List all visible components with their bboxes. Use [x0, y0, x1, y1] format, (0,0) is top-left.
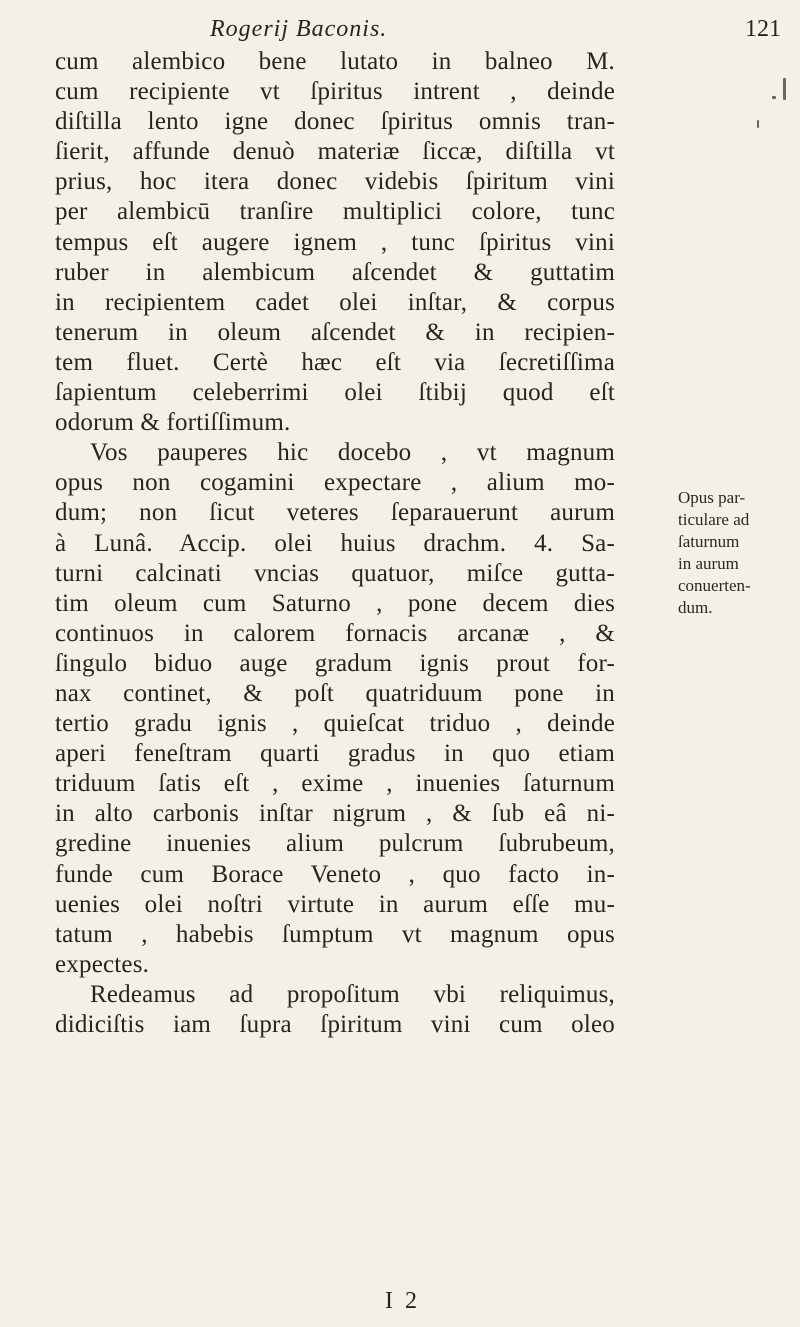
- text-line: aperi feneſtram quarti gradus in quo etiam: [55, 740, 615, 768]
- text-line: cum recipiente vt ſpiritus intrent , deinde: [55, 78, 615, 106]
- text-line: gredine inuenies alium pulcrum ſubrubeum,: [55, 830, 615, 858]
- text-line: tem fluet. Certè hæc eſt via ſecretiſſima: [55, 348, 615, 376]
- text-line: in recipientem cadet olei inſtar, & corpus: [55, 288, 615, 316]
- text-line: uenies olei noſtri virtute in aurum eſſe mu-: [55, 890, 615, 918]
- text-line: tertio gradu ignis , quieſcat triduo , deinde: [55, 710, 615, 738]
- margin-note-line: Opus par-: [678, 488, 746, 507]
- text-line: cum alembico bene lutato in balneo M.: [55, 48, 615, 75]
- text-line: dum; non ſicut veteres ſeparauerunt aurum: [55, 499, 615, 527]
- text-line: prius, hoc itera donec videbis ſpiritum vini: [55, 168, 615, 196]
- text-line: tempus eſt augere ignem , tunc ſpiritus vini: [55, 228, 615, 256]
- text-line: funde cum Borace Veneto , quo facto in-: [55, 860, 615, 888]
- text-line: ruber in alembicum aſcendet & guttatim: [55, 258, 615, 286]
- margin-note-line: ticulare ad: [678, 510, 750, 529]
- text-line: Vos pauperes hic docebo , vt magnum: [90, 439, 615, 467]
- text-line: tatum , habebis ſumptum vt magnum opus: [55, 920, 615, 948]
- text-line: ſapientum celeberrimi olei ſtibij quod eſt: [55, 379, 615, 407]
- text-line: expectes.: [55, 950, 150, 978]
- margin-note-line: conuerten-: [678, 576, 751, 595]
- text-line: turni calcinati vncias quatuor, miſce gutta-: [55, 559, 615, 587]
- text-line: ſierit, affunde denuò materiæ ſiccæ, diſtilla vt: [55, 138, 615, 166]
- margin-note-line: in aurum: [678, 554, 739, 573]
- margin-note-line: dum.: [678, 598, 713, 617]
- text-line: tenerum in oleum aſcendet & in recipien-: [55, 318, 615, 346]
- margin-note: [678, 487, 798, 619]
- bleed-through-mark: [772, 96, 776, 99]
- text-line: ſingulo biduo auge gradum ignis prout for-: [55, 649, 615, 677]
- bleed-through-mark: [757, 120, 759, 128]
- running-title: Rogerij Baconis.: [210, 16, 388, 42]
- text-line: tim oleum cum Saturno , pone decem dies: [55, 589, 615, 617]
- text-line: odorum & fortiſſimum.: [55, 409, 291, 437]
- bleed-through-mark: [783, 78, 786, 100]
- text-line: opus non cogamini expectare , alium mo-: [55, 469, 615, 497]
- text-line: nax continet, & poſt quatriduum pone in: [55, 679, 615, 707]
- text-line: diſtilla lento igne donec ſpiritus omnis tran-: [55, 108, 615, 136]
- margin-note-line: ſaturnum: [678, 532, 740, 551]
- text-line: à Lunâ. Accip. olei huius drachm. 4. Sa-: [55, 529, 615, 557]
- text-line: Redeamus ad propoſitum vbi reliquimus,: [90, 980, 615, 1008]
- text-line: in alto carbonis inſtar nigrum , & ſub eâ ni-: [55, 800, 615, 828]
- text-line: didiciſtis iam ſupra ſpiritum vini cum oleo: [55, 1011, 615, 1038]
- text-line: triduum ſatis eſt , exime , inuenies ſaturnum: [55, 770, 615, 798]
- page-number: 121: [745, 16, 781, 42]
- signature-mark: I 2: [385, 1288, 420, 1314]
- text-line: continuos in calorem fornacis arcanæ , &: [55, 619, 615, 647]
- text-line: per alembicū tranſire multiplici colore, tunc: [55, 198, 615, 226]
- body-text: [55, 47, 615, 1040]
